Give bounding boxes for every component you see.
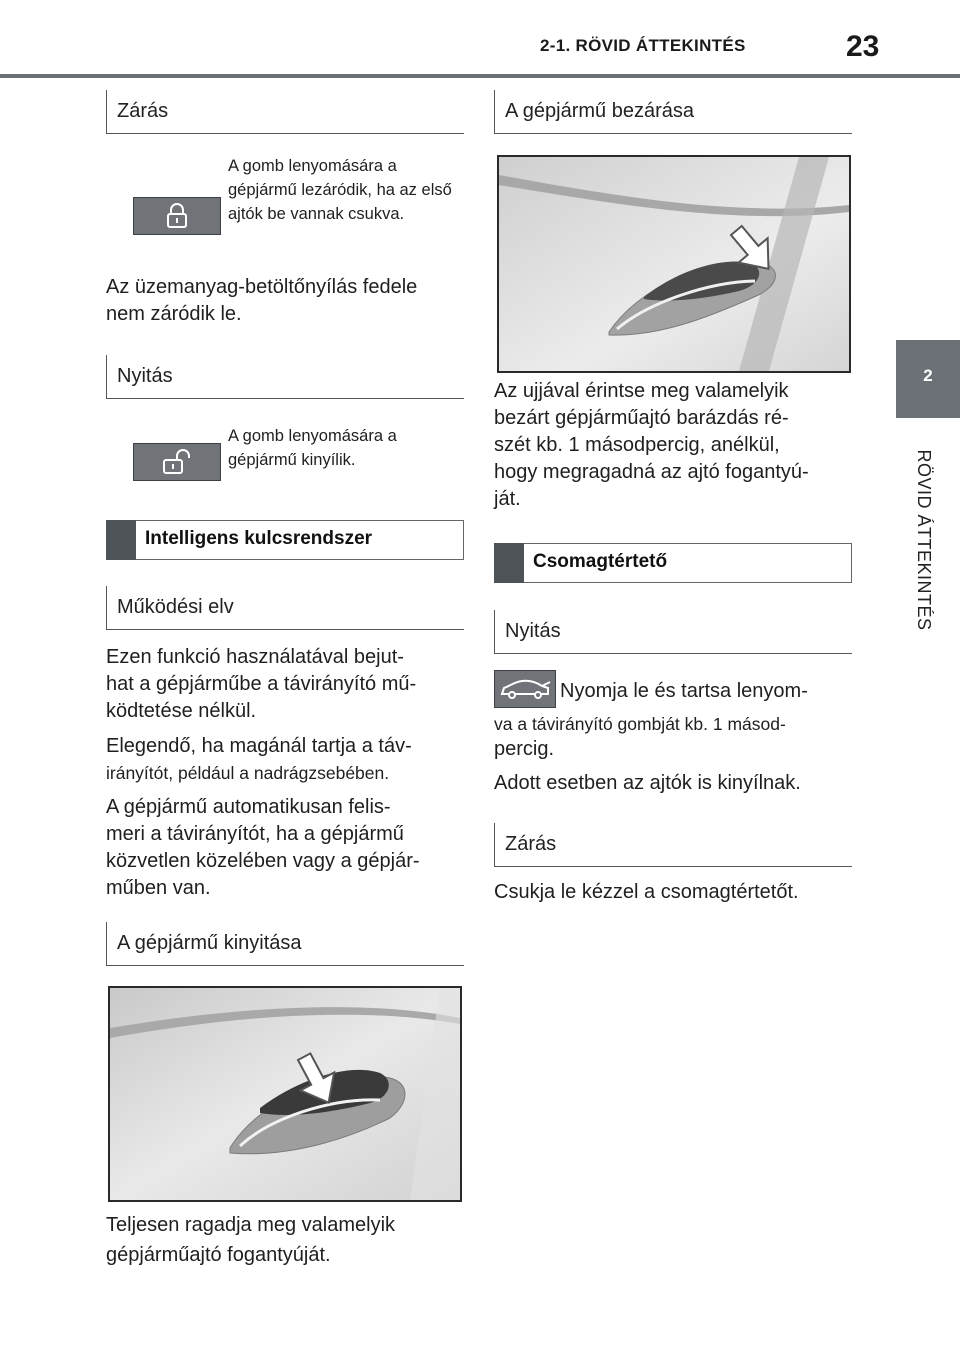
header-rule xyxy=(0,74,960,78)
locking-subheading: Zárás xyxy=(106,90,464,134)
door-handle-touch-illustration xyxy=(497,155,851,373)
opening-description: A gomb lenyomására a gépjármű kinyílik. xyxy=(228,427,397,469)
lock-caption: Az ujjával érintse meg valamelyik bezárt gépjárműajtó barázdás ré- szét kb. 1 másodpercig, anélkül, hogy megragadná az ajtó fogantyú- ját. xyxy=(494,380,809,510)
principle-subheading: Működési elv xyxy=(106,586,464,630)
lock-icon xyxy=(163,202,191,230)
principle-paragraph-2: Elegendő, ha magánál tartja a táv- irányítót, például a nadrágzsebében. xyxy=(106,735,412,783)
trunk-close-text: Csukja le kézzel a csomagtértetőt. xyxy=(494,881,799,903)
trunk-button-icon xyxy=(494,670,556,708)
heading-block xyxy=(106,520,136,560)
trunk-open-line-1: Nyomja le és tartsa lenyom- xyxy=(560,680,808,702)
chapter-title: RÖVID ÁTTEKINTÉS xyxy=(914,449,934,631)
doors-note: Adott esetben az ajtók is kinyílnak. xyxy=(494,772,801,794)
opening-subheading: Nyitás xyxy=(106,355,464,399)
fuel-note: Az üzemanyag-betöltőnyílás fedele nem záródik le. xyxy=(106,276,418,325)
trunk-open-subheading: Nyitás xyxy=(494,610,852,654)
principle-paragraph-1: Ezen funkció használatával bejut- hat a gépjárműbe a távirányító mű- ködtetése nélkül. xyxy=(106,646,417,722)
unlock-icon xyxy=(161,448,193,476)
car-trunk-icon xyxy=(498,676,552,702)
unlock-caption: Teljesen ragadja meg valamelyik gépjárműajtó fogantyúját. xyxy=(106,1214,396,1266)
chapter-number: 2 xyxy=(923,366,933,385)
trunk-heading: Csomagtértető xyxy=(494,543,852,583)
trunk-close-subheading: Zárás xyxy=(494,823,852,867)
lock-button-icon xyxy=(133,197,221,235)
page-number: 23 xyxy=(846,30,880,63)
trunk-open-line-3: percig. xyxy=(494,738,555,760)
unlock-button-icon xyxy=(133,443,221,481)
locking-description: A gomb lenyomására a gépjármű lezáródik, ha az első ajtók be vannak csukva. xyxy=(228,157,452,223)
principle-paragraph-3: A gépjármű automatikusan felis- meri a távirányítót, ha a gépjármű közvetlen közelében vagy a gépjár- műben van. xyxy=(106,796,420,899)
smart-key-heading: Intelligens kulcsrendszer xyxy=(106,520,464,560)
unlock-vehicle-subheading: A gépjármű kinyitása xyxy=(106,922,464,966)
section-title: 2-1. RÖVID ÁTTEKINTÉS xyxy=(540,36,746,55)
door-handle-grip-illustration xyxy=(108,986,462,1202)
heading-block xyxy=(494,543,524,583)
trunk-open-line-2: va a távirányító gombját kb. 1 másod- xyxy=(494,714,786,734)
lock-vehicle-subheading: A gépjármű bezárása xyxy=(494,90,852,134)
